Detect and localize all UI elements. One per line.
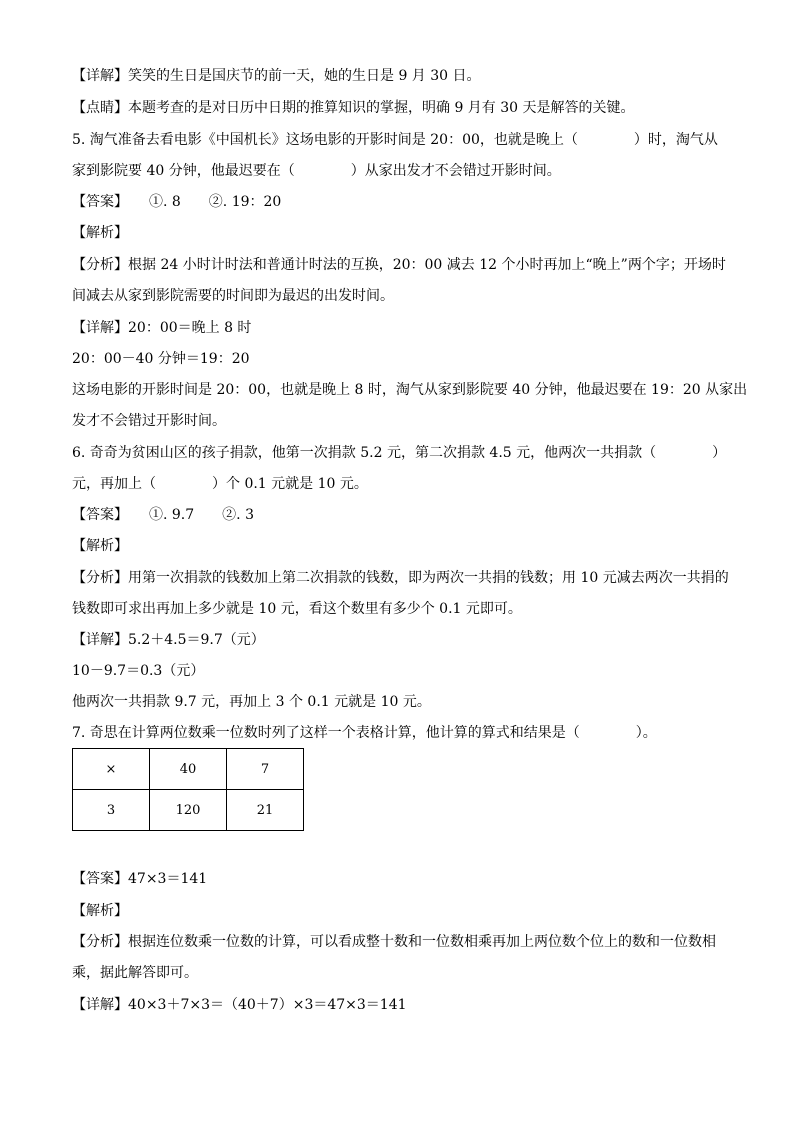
table-cell: 3 [73,790,150,831]
analysis-7-line-2: 乘，据此解答即可。 [72,965,198,981]
table-cell: 7 [227,749,304,790]
analysis-7-line-1: 【分析】根据连位数乘一位数的计算，可以看成整十数和一位数相乘再加上两位数个位上的数和一位数相 [72,934,716,950]
detail-line-birthday: 【详解】笑笑的生日是国庆节的前一天，她的生日是 9 月 30 日。 [72,68,481,84]
detail-5-line-1: 【详解】20：00＝晚上 8 时 [72,320,252,336]
detail-6-line-1: 【详解】5.2＋4.5＝9.7（元） [72,632,265,648]
detail-7-line-1: 【详解】40×3＋7×3＝（40＋7）×3＝47×3＝141 [72,997,407,1013]
table-cell: 21 [227,790,304,831]
detail-5-line-4: 发才不会错过开影时间。 [72,413,226,429]
answer-6: 【答案】 ①. 9.7 ②. 3 [72,507,254,523]
question-7-line-1: 7. 奇思在计算两位数乘一位数时列了这样一个表格计算，他计算的算式和结果是（ ）。 [72,725,657,741]
key-point-line: 【点睛】本题考查的是对日历中日期的推算知识的掌握，明确 9 月有 30 天是解答的关键。 [72,100,635,116]
detail-6-line-2: 10－9.7＝0.3（元） [72,663,205,679]
analysis-heading-5: 【解析】 [72,225,128,241]
detail-5-line-3: 这场电影的开影时间是 20：00，也就是晚上 8 时，淘气从家到影院要 40 分钟，他最迟要在 19：20 从家出 [72,382,748,398]
question-6-line-1: 6. 奇奇为贫困山区的孩子捐款，他第一次捐款 5.2 元，第二次捐款 4.5 元，他两次一共捐款（ ） [72,445,727,461]
answer-5: 【答案】 ①. 8 ②. 19：20 [72,194,282,210]
question-5-line-2: 家到影院要 40 分钟，他最迟要在（ ）从家出发才不会错过开影时间。 [72,163,561,179]
table-row [73,749,304,790]
detail-6-line-3: 他两次一共捐款 9.7 元，再加上 3 个 0.1 元就是 10 元。 [72,694,431,710]
analysis-5-line-1: 【分析】根据 24 小时计时法和普通计时法的互换，20：00 减去 12 个小时再加上“晚上”两个字；开场时 [72,257,726,273]
question-5-line-1: 5. 淘气准备去看电影《中国机长》这场电影的开影时间是 20：00，也就是晚上（ ）时，淘气从 [72,132,718,148]
table-cell: × [73,749,150,790]
question-6-line-2: 元，再加上（ ）个 0.1 元就是 10 元。 [72,476,368,492]
answer-7: 【答案】47×3＝141 [72,871,208,887]
analysis-heading-6: 【解析】 [72,538,128,554]
analysis-6-line-2: 钱数即可求出再加上多少就是 10 元，看这个数里有多少个 0.1 元即可。 [72,601,522,617]
table-cell: 40 [150,749,227,790]
table-cell: 120 [150,790,227,831]
table-row [73,790,304,831]
multiplication-table [72,748,304,831]
analysis-6-line-1: 【分析】用第一次捐款的钱数加上第二次捐款的钱数，即为两次一共捐的钱数；用 10 元减去两次一共捐的 [72,570,729,586]
analysis-5-line-2: 间减去从家到影院需要的时间即为最迟的出发时间。 [72,288,394,304]
detail-5-line-2: 20：00－40 分钟＝19：20 [72,351,250,367]
analysis-heading-7: 【解析】 [72,903,128,919]
